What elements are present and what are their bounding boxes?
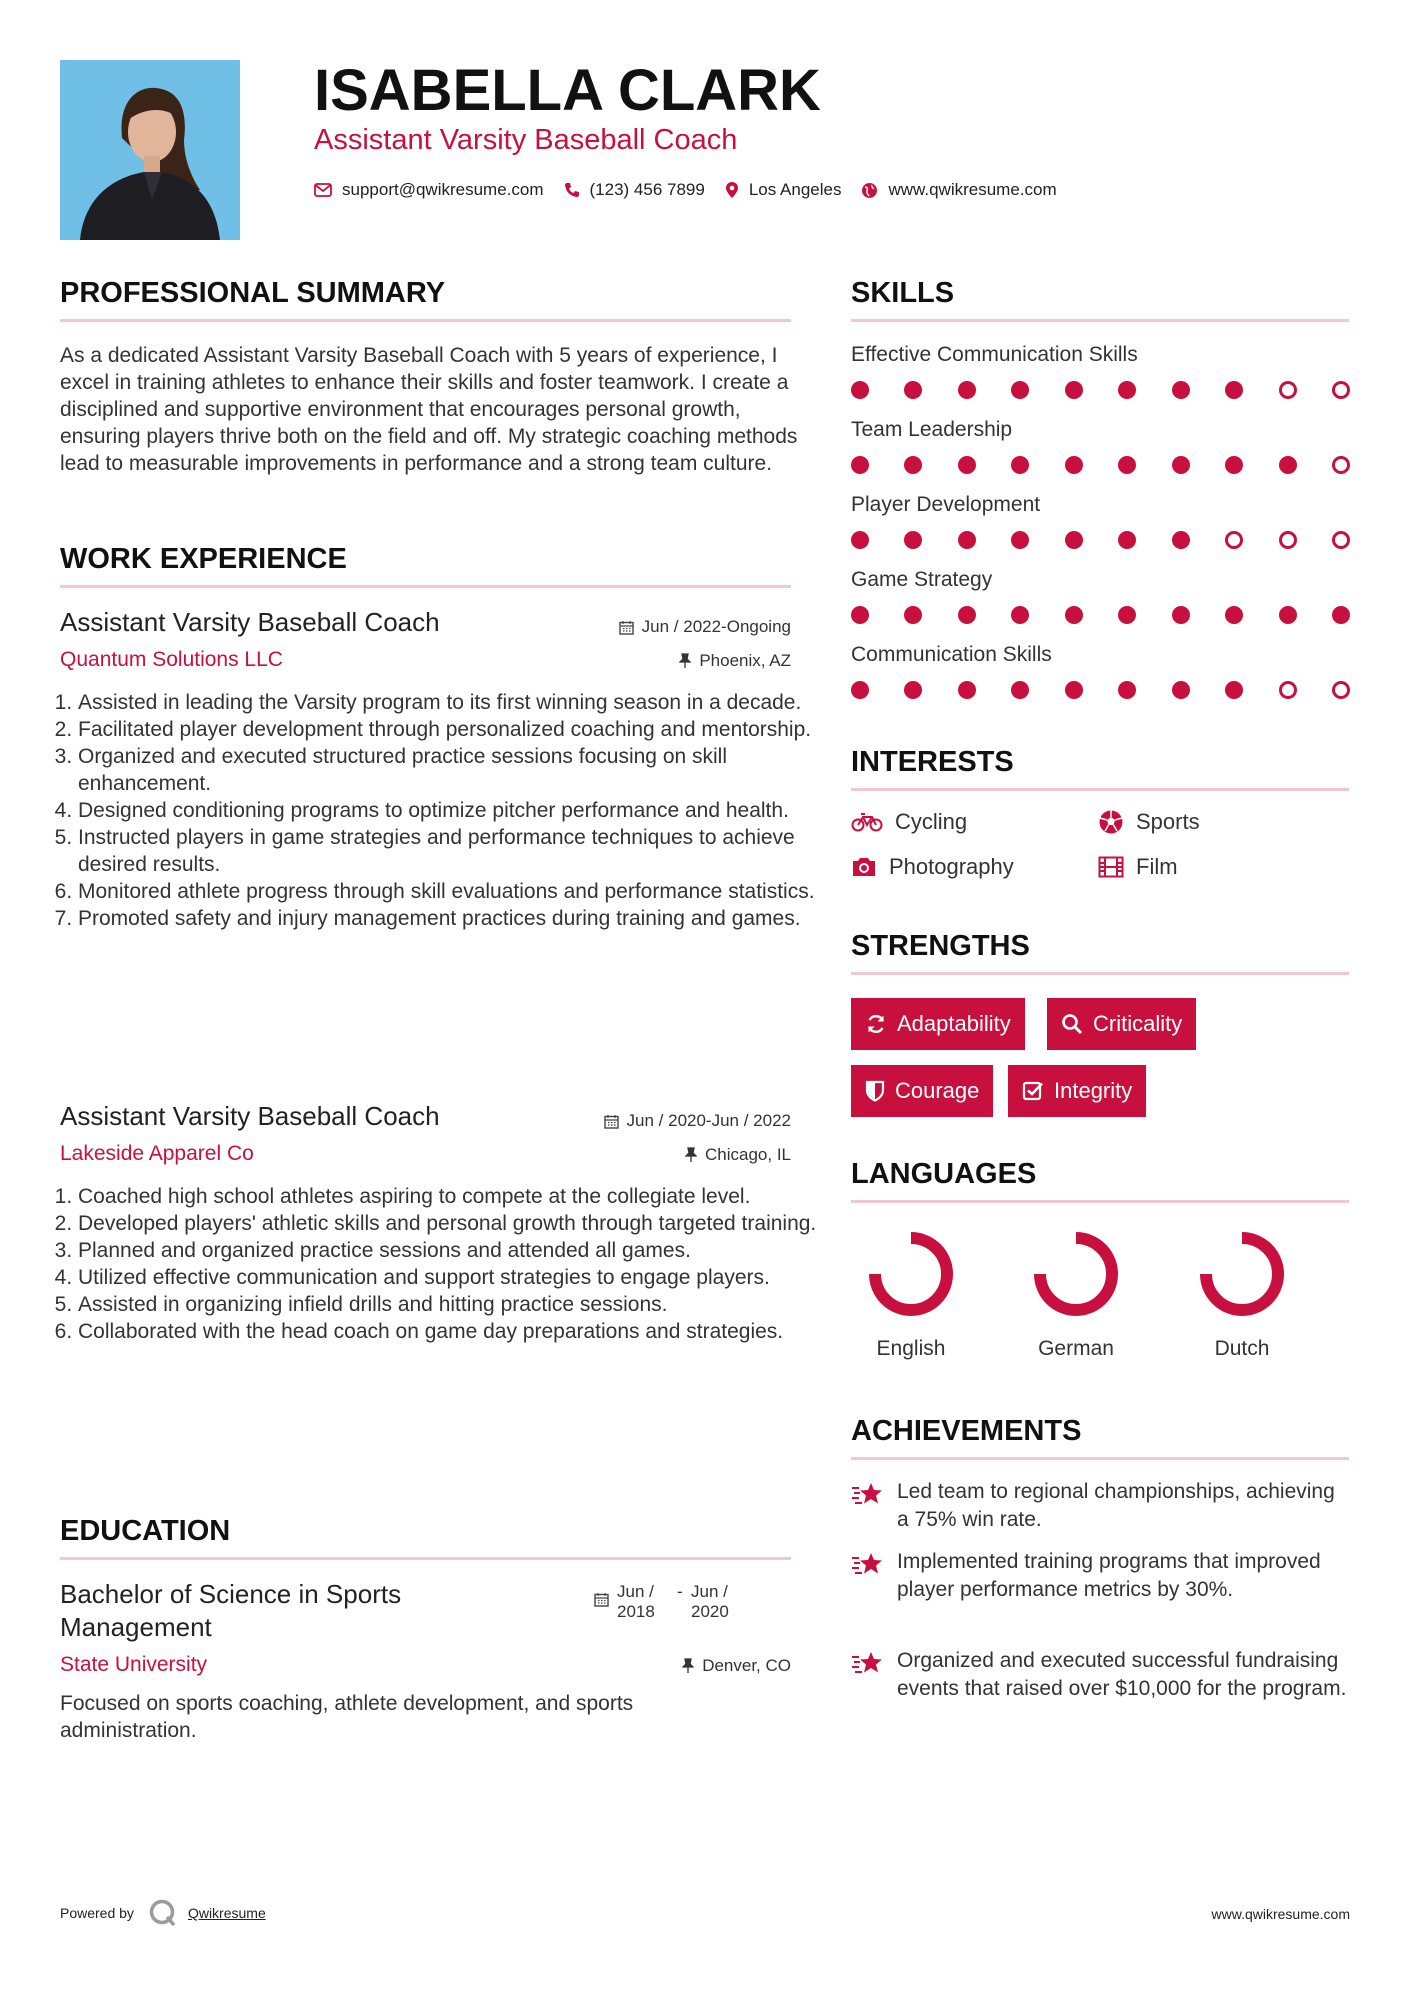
location-text: Los Angeles: [748, 180, 842, 199]
rating-dot-filled: [1118, 606, 1136, 624]
rating-dot-filled: [1011, 681, 1029, 699]
rating-dot-filled: [1172, 606, 1190, 624]
camera-icon: [851, 856, 877, 878]
phone-icon: [564, 182, 580, 198]
language-label: Dutch: [1214, 1337, 1270, 1360]
strength-label: Courage: [895, 1078, 980, 1103]
calendar-icon: [604, 1114, 619, 1129]
skill-rating: [851, 455, 1350, 475]
achievement-item: [851, 1647, 1351, 1703]
contact-bar: [314, 176, 1077, 204]
skill-label: Player Development: [851, 493, 1041, 516]
rating-dot-filled: [904, 606, 922, 624]
summary-divider: [60, 319, 791, 322]
footer-powered-by: [60, 1898, 266, 1928]
job-2-location: [685, 1144, 791, 1166]
list-item: 4. Designed conditioning programs to optimize pitcher performance and health.: [78, 797, 818, 824]
job-1-responsibilities: [60, 689, 818, 932]
website-text: www.qwikresume.com: [888, 180, 1057, 199]
job-1-date: [619, 616, 791, 638]
rating-dot-filled: [851, 531, 869, 549]
rating-dot-filled: [1225, 681, 1243, 699]
rating-dot-filled: [1172, 381, 1190, 399]
interest-cycling: [851, 808, 967, 836]
language-ring: [1194, 1226, 1290, 1322]
language-ring: [1028, 1226, 1124, 1322]
rating-dot-filled: [958, 456, 976, 474]
rating-dot-filled: [1065, 531, 1083, 549]
rating-dot-filled: [958, 381, 976, 399]
job-1-location-text: Phoenix, AZ: [699, 651, 791, 670]
strength-tag-integrity: [1008, 1065, 1146, 1117]
list-item: 5. Assisted in organizing infield drills and hitting practice sessions.: [78, 1291, 818, 1318]
education-description: Focused on sports coaching, athlete development, and sports administration.: [60, 1692, 634, 1742]
achievement-text: Organized and executed successful fundraising events that raised over $10,000 for the program.: [897, 1649, 1347, 1700]
interest-label: Sports: [1136, 809, 1200, 834]
rating-dot-filled: [1065, 456, 1083, 474]
language-english: [851, 1226, 971, 1361]
rating-dot-filled: [1279, 456, 1297, 474]
education-start-date: Jun / 2018: [617, 1582, 655, 1621]
list-item: 2. Developed players' athletic skills and personal growth through targeted training.: [78, 1210, 818, 1237]
strength-label: Adaptability: [897, 1011, 1011, 1036]
job-1-company: Quantum Solutions LLC: [60, 648, 283, 671]
refresh-icon: [865, 1013, 887, 1035]
achievement-item: [851, 1548, 1351, 1604]
rating-dot-empty: [1225, 531, 1243, 549]
language-german: [1016, 1226, 1136, 1361]
rating-dot-filled: [1279, 606, 1297, 624]
interest-photography: [851, 853, 1014, 881]
strength-tag-criticality: [1047, 998, 1196, 1050]
rating-dot-filled: [1225, 456, 1243, 474]
school-name: State University: [60, 1653, 208, 1676]
language-ring: [863, 1226, 959, 1322]
language-level-arc: [1040, 1238, 1112, 1310]
date-separator: -: [677, 1582, 683, 1601]
job-2-date-text: Jun / 2020-Jun / 2022: [626, 1111, 791, 1130]
strength-label: Criticality: [1093, 1011, 1183, 1036]
pushpin-icon: [679, 653, 691, 669]
skill-label: Team Leadership: [851, 418, 1013, 441]
rating-dot-empty: [1332, 456, 1350, 474]
star-burst-icon: [851, 1550, 885, 1578]
achievement-item: [851, 1478, 1351, 1534]
languages-heading: LANGUAGES: [851, 1158, 1037, 1190]
search-icon: [1061, 1013, 1083, 1035]
contact-phone[interactable]: [564, 180, 705, 200]
strength-tag-adaptability: [851, 998, 1025, 1050]
skill-rating: [851, 530, 1350, 550]
achievement-text: Led team to regional championships, achieving a 75% win rate.: [897, 1480, 1335, 1531]
film-icon: [1098, 856, 1124, 878]
envelope-icon: [314, 183, 332, 197]
contact-website[interactable]: [861, 180, 1056, 200]
rating-dot-filled: [851, 381, 869, 399]
list-item: 3. Organized and executed structured practice sessions focusing on skill enhancement.: [78, 743, 818, 797]
skill-label: Game Strategy: [851, 568, 993, 591]
education-location: [682, 1655, 791, 1677]
degree-title-line-2: Management: [60, 1612, 212, 1642]
list-item: 1. Assisted in leading the Varsity program to its first winning season in a decade.: [78, 689, 818, 716]
skill-rating: [851, 380, 1350, 400]
summary-heading: PROFESSIONAL SUMMARY: [60, 277, 446, 309]
rating-dot-filled: [1011, 456, 1029, 474]
calendar-icon: [619, 620, 634, 635]
interests-heading: INTERESTS: [851, 746, 1014, 778]
rating-dot-filled: [1065, 606, 1083, 624]
summary-text: As a dedicated Assistant Varsity Baseball Coach with 5 years of experience, I excel in training athletes to enhance their skills and foster teamwork. I create a disciplined and supportive environment that encourages personal growth, ensuring players thrive both on the field and off. My strategic coaching methods lead to measurable improvements in performance and a strong team culture.: [60, 344, 798, 475]
contact-location: [725, 180, 842, 200]
rating-dot-empty: [1279, 381, 1297, 399]
list-item: 3. Planned and organized practice sessions and attended all games.: [78, 1237, 818, 1264]
languages-divider: [851, 1200, 1349, 1203]
email-text: support@qwikresume.com: [342, 180, 544, 199]
phone-text: (123) 456 7899: [589, 180, 705, 199]
strengths-heading: STRENGTHS: [851, 930, 1030, 962]
star-burst-icon: [851, 1649, 885, 1677]
footer-website[interactable]: www.qwikresume.com: [1211, 1906, 1350, 1922]
rating-dot-filled: [851, 456, 869, 474]
rating-dot-filled: [1118, 381, 1136, 399]
interest-film: [1098, 853, 1178, 881]
rating-dot-empty: [1332, 381, 1350, 399]
rating-dot-filled: [1118, 681, 1136, 699]
job-1-location: [679, 650, 791, 672]
interest-label: Cycling: [895, 809, 968, 834]
rating-dot-filled: [958, 531, 976, 549]
interests-divider: [851, 788, 1349, 791]
interest-label: Film: [1136, 854, 1178, 879]
rating-dot-filled: [851, 681, 869, 699]
list-item: 6. Collaborated with the head coach on game day preparations and strategies.: [78, 1318, 818, 1345]
globe-icon: [861, 182, 878, 199]
skill-label: Communication Skills: [851, 643, 1052, 666]
shield-icon: [865, 1080, 885, 1102]
strength-label: Integrity: [1054, 1078, 1133, 1103]
rating-dot-empty: [1279, 681, 1297, 699]
skill-rating: [851, 605, 1350, 625]
rating-dot-filled: [958, 606, 976, 624]
list-item: 2. Facilitated player development through personalized coaching and mentorship.: [78, 716, 818, 743]
language-level-arc: [1206, 1238, 1278, 1310]
job-2-title: Assistant Varsity Baseball Coach: [60, 1101, 440, 1131]
interest-sports: [1098, 808, 1200, 836]
rating-dot-filled: [1225, 606, 1243, 624]
job-2-responsibilities: [60, 1183, 818, 1345]
candidate-title: Assistant Varsity Baseball Coach: [314, 124, 738, 156]
candidate-name: ISABELLA CLARK: [314, 58, 821, 123]
contact-email[interactable]: [314, 180, 544, 200]
pushpin-icon: [682, 1658, 694, 1674]
job-1-date-text: Jun / 2022-Ongoing: [641, 617, 791, 636]
star-burst-icon: [851, 1480, 885, 1508]
degree-title-line-1: Bachelor of Science in Sports: [60, 1579, 402, 1609]
strength-tag-courage: [851, 1065, 993, 1117]
rating-dot-filled: [1065, 381, 1083, 399]
map-pin-icon: [725, 181, 739, 199]
experience-divider: [60, 585, 791, 588]
language-dutch: [1182, 1226, 1302, 1361]
rating-dot-empty: [1332, 531, 1350, 549]
person-portrait-icon: [60, 60, 240, 240]
qwikresume-logo-icon: [148, 1898, 178, 1928]
list-item: 6. Monitored athlete progress through skill evaluations and performance statistics.: [78, 878, 818, 905]
rating-dot-filled: [1011, 381, 1029, 399]
language-level-arc: [875, 1238, 947, 1310]
rating-dot-filled: [1172, 681, 1190, 699]
education-heading: EDUCATION: [60, 1515, 231, 1547]
skill-label: Effective Communication Skills: [851, 343, 1138, 366]
job-2-date: [604, 1110, 791, 1132]
job-1-title: Assistant Varsity Baseball Coach: [60, 607, 440, 637]
list-item: 1. Coached high school athletes aspiring to compete at the collegiate level.: [78, 1183, 818, 1210]
soccer-ball-icon: [1098, 809, 1124, 835]
brand-link[interactable]: Qwikresume: [187, 1905, 266, 1921]
language-label: German: [1038, 1337, 1114, 1360]
rating-dot-filled: [904, 456, 922, 474]
education-location-text: Denver, CO: [702, 1656, 791, 1675]
job-2-company: Lakeside Apparel Co: [60, 1142, 254, 1165]
rating-dot-filled: [958, 681, 976, 699]
bicycle-icon: [851, 812, 883, 832]
rating-dot-filled: [1011, 531, 1029, 549]
rating-dot-filled: [904, 381, 922, 399]
education-end-date: Jun / 2020: [691, 1582, 729, 1621]
checkbox-icon: [1022, 1080, 1044, 1102]
profile-photo: [60, 60, 240, 240]
rating-dot-empty: [1279, 531, 1297, 549]
rating-dot-filled: [1172, 531, 1190, 549]
rating-dot-filled: [1118, 531, 1136, 549]
rating-dot-filled: [1225, 381, 1243, 399]
education-divider: [60, 1557, 791, 1560]
rating-dot-filled: [851, 606, 869, 624]
rating-dot-filled: [1332, 606, 1350, 624]
powered-by-text: Powered by: [60, 1905, 134, 1921]
achievement-text: Implemented training programs that improved player performance metrics by 30%.: [897, 1550, 1321, 1601]
language-label: English: [876, 1337, 946, 1360]
skills-divider: [851, 319, 1349, 322]
experience-heading: WORK EXPERIENCE: [60, 543, 347, 575]
list-item: 5. Instructed players in game strategies and performance techniques to achieve desired results.: [78, 824, 818, 878]
job-2-location-text: Chicago, IL: [705, 1145, 791, 1164]
education-dates: [594, 1582, 794, 1622]
rating-dot-empty: [1332, 681, 1350, 699]
skill-rating: [851, 680, 1350, 700]
pushpin-icon: [685, 1147, 697, 1163]
calendar-icon: [594, 1592, 609, 1607]
achievements-divider: [851, 1457, 1349, 1460]
strengths-divider: [851, 972, 1349, 975]
rating-dot-filled: [1065, 681, 1083, 699]
list-item: 7. Promoted safety and injury management practices during training and games.: [78, 905, 818, 932]
rating-dot-filled: [1118, 456, 1136, 474]
rating-dot-filled: [1011, 606, 1029, 624]
rating-dot-filled: [904, 531, 922, 549]
achievements-heading: ACHIEVEMENTS: [851, 1415, 1082, 1447]
skills-heading: SKILLS: [851, 277, 955, 309]
list-item: 4. Utilized effective communication and support strategies to engage players.: [78, 1264, 818, 1291]
rating-dot-filled: [904, 681, 922, 699]
interest-label: Photography: [889, 854, 1014, 879]
rating-dot-filled: [1172, 456, 1190, 474]
